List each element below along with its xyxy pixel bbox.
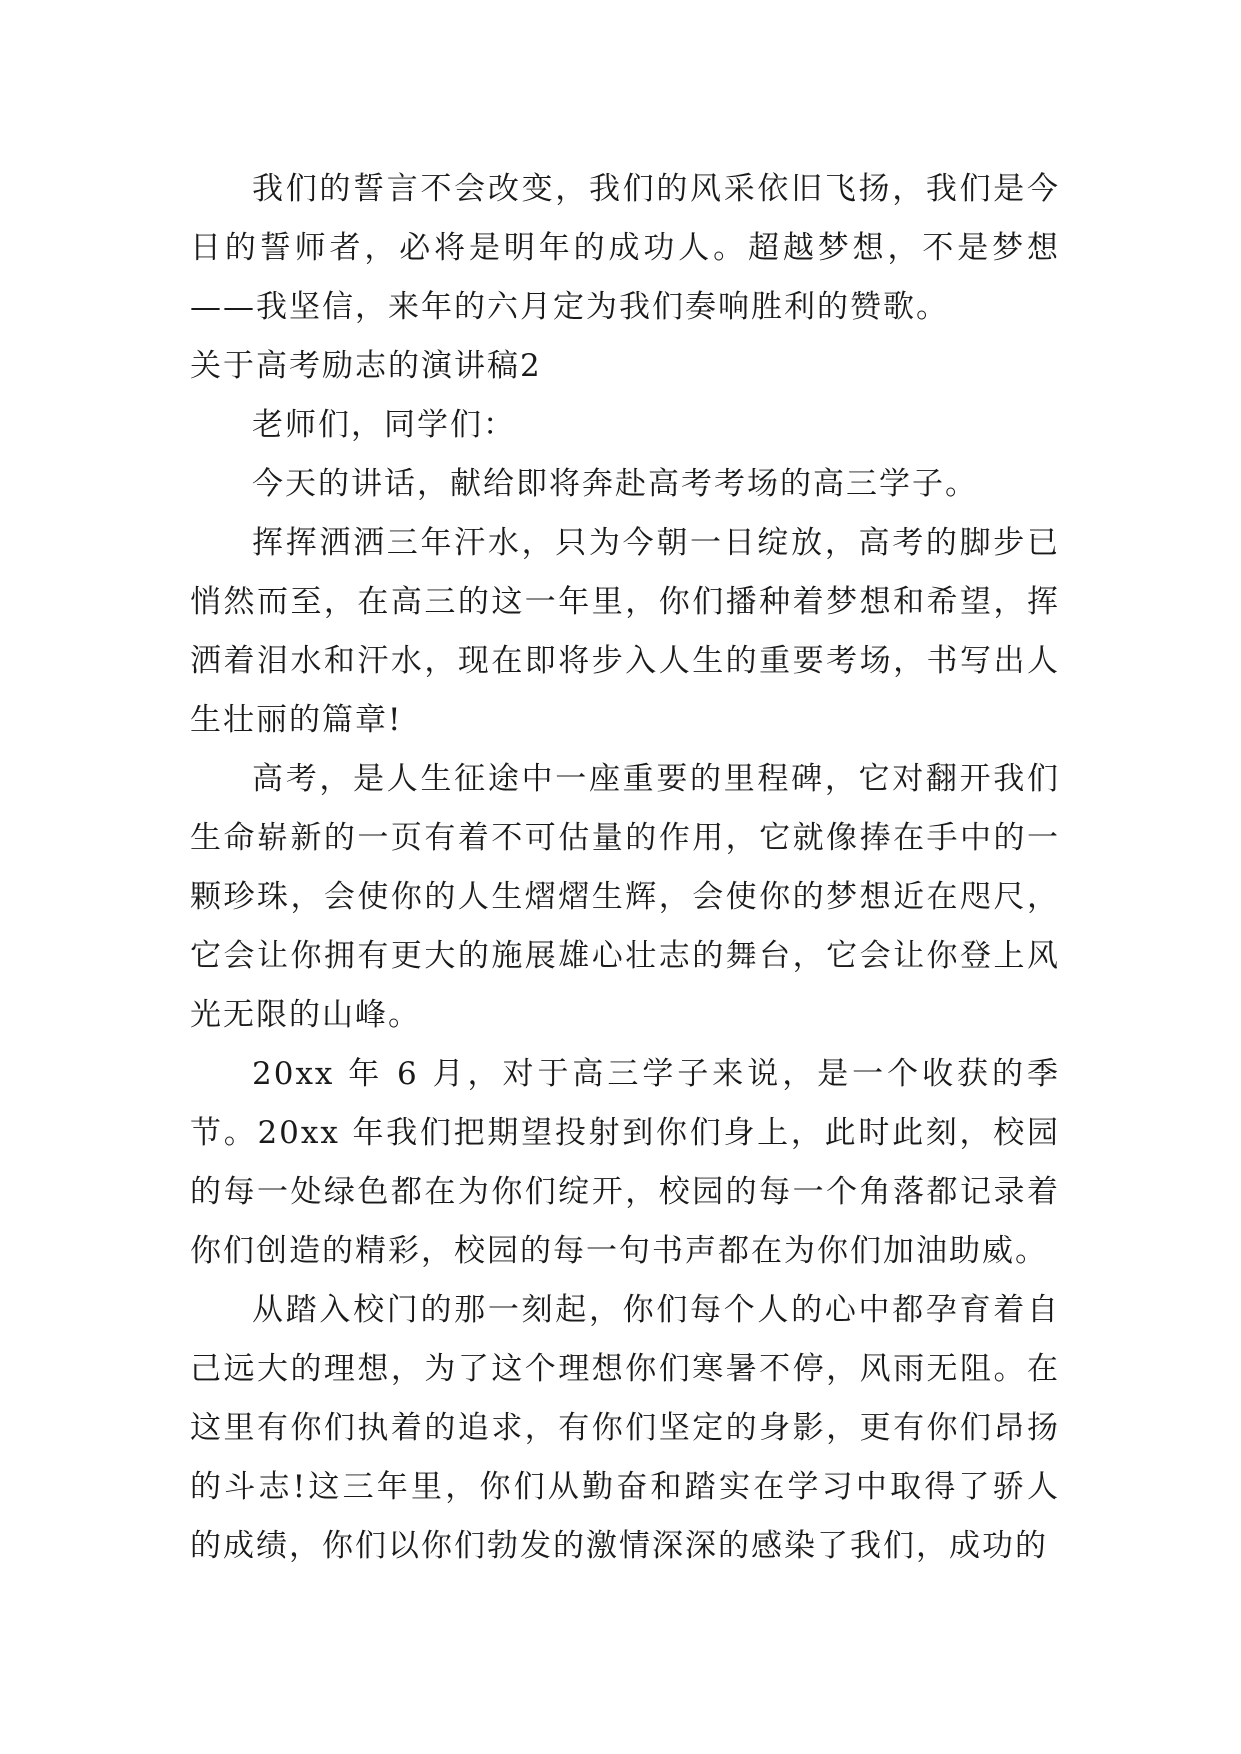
paragraph-ideals: 从踏入校门的那一刻起，你们每个人的心中都孕育着自己远大的理想，为了这个理想你们寒暑不停，风雨无阻。在这里有你们执着的追求，有你们坚定的身影，更有你们昂扬的斗志!这三年里，你们从勤奋和踏实在学习中取得了骄人的成绩，你们以你们勃发的激情深深的感染了我们，成功的 [190,1292,1060,1564]
paragraph-dedication: 今天的讲话，献给即将奔赴高考考场的高三学子。 [252,466,978,502]
paragraph-oath: 我们的誓言不会改变，我们的风采依旧飞扬，我们是今日的誓师者，必将是明年的成功人。超越梦想，不是梦想——我坚信，来年的六月定为我们奏响胜利的赞歌。 [190,171,1060,325]
paragraph-three-years: 挥挥洒洒三年汗水，只为今朝一日绽放，高考的脚步已悄然而至，在高三的这一年里，你们播种着梦想和希望，挥洒着泪水和汗水，现在即将步入人生的重要考场，书写出人生壮丽的篇章! [190,525,1060,738]
paragraph-june: 20xx 年 6 月，对于高三学子来说，是一个收获的季节。20xx 年我们把期望投射到你们身上，此时此刻，校园的每一处绿色都在为你们绽开，校园的每一个角落都记录着你们创造的精彩，校园的每一句书声都在为你们加油助威。 [190,1056,1060,1269]
paragraph-milestone: 高考，是人生征途中一座重要的里程碑，它对翻开我们生命崭新的一页有着不可估量的作用，它就像捧在手中的一颗珍珠，会使你的人生熠熠生辉，会使你的梦想近在咫尺，它会让你拥有更大的施展雄心壮志的舞台，它会让你登上风光无限的山峰。 [190,761,1060,1033]
paragraph-greeting: 老师们，同学们： [252,407,516,443]
section-heading: 关于高考励志的演讲稿2 [190,348,542,384]
document-body [190,160,1060,1576]
